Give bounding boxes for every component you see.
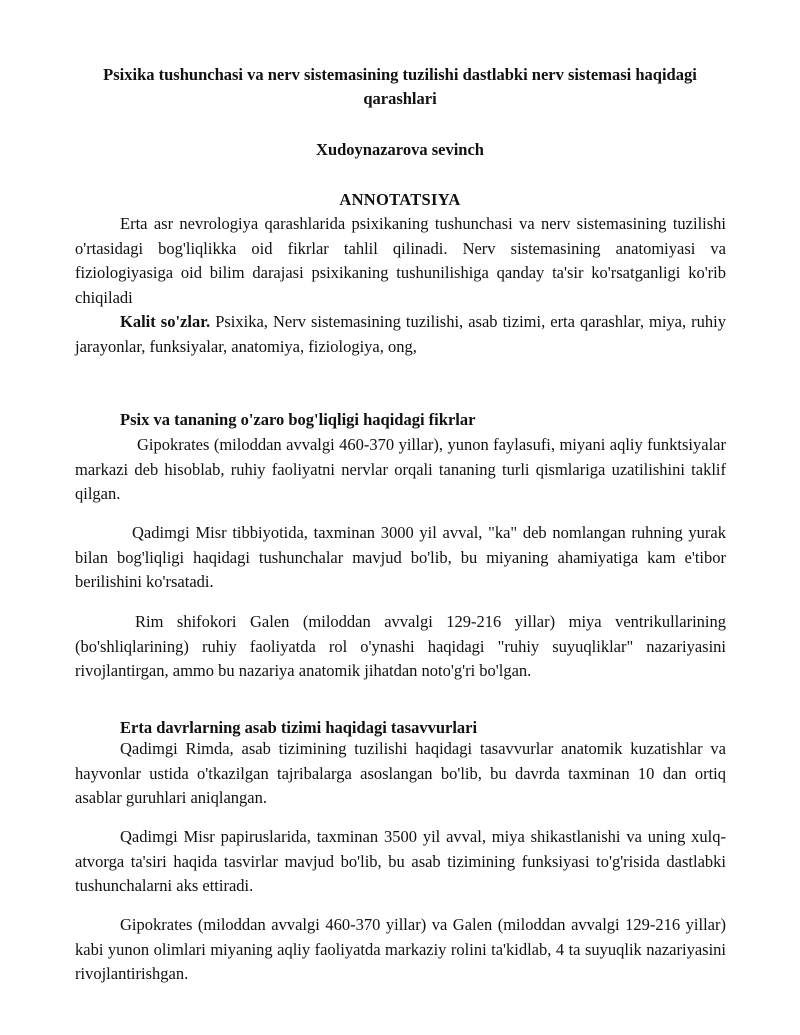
annotation-paragraph [75, 212, 726, 310]
section1-paragraph-2 [75, 521, 726, 595]
section2-paragraph-1 [75, 737, 726, 811]
section1-paragraph-3-text: Rim shifokori Galen (miloddan avvalgi 129-216 yillar) miya ventrikullarining (bo'shliqlarining) ruhiy faoliyatda rol o'ynashi haqidagi "ruhiy suyuqliklar" nazariyasini rivojlantirgan, ammo bu nazariya anatomik jihatdan noto'g'ri bo'lgan. [75, 612, 726, 680]
keywords-text: Psixika, Nerv sistemasining tuzilishi, asab tizimi, erta qarashlar, miya, ruhiy jarayonlar, funksiyalar, anatomiya, fiziologiya, ong, [75, 312, 726, 356]
keywords-label: Kalit so'zlar. [120, 312, 211, 331]
section2-paragraph-3-text: Gipokrates (miloddan avvalgi 460-370 yillar) va Galen (miloddan avvalgi 129-216 yillar) kabi yunon olimlari miyaning aqliy faoliyatda markaziy rolini ta'kidlab, 4 ta suyuqlik nazariyasini rivojlantirishgan. [75, 915, 726, 983]
section1-paragraph-2-text: Qadimgi Misr tibbiyotida, taxminan 3000 yil avval, "ka" deb nomlangan ruhning yurak bilan bog'liqligi haqidagi tushunchalar mavjud bo'lib, bu miyaning ahamiyatiga kam e'tibor berilishini ko'rsatadi. [75, 523, 726, 591]
section-heading-psix: Psix va tananing o'zaro bog'liqligi haqidagi fikrlar [120, 410, 476, 429]
section-heading-early-nervous-system: Erta davrlarning asab tizimi haqidagi tasavvurlari [120, 718, 478, 737]
section2-paragraph-2-text: Qadimgi Misr papiruslarida, taxminan 3500 yil avval, miya shikastlanishi va uning xulq-atvorga ta'siri haqida tasvirlar mavjud bo'lib, bu asab tizimining funksiyasi to'g'risida dastlabki tushunchalarni aks ettiradi. [75, 827, 726, 895]
annotation-text: Erta asr nevrologiya qarashlarida psixikaning tushunchasi va nerv sistemasining tuzilishi o'rtasidagi bog'liqlikka oid fikrlar tahlil qilinadi. Nerv sistemasining anatomiyasi va fiziologiyasiga oid bilim darajasi psixikaning tushunilishiga qanday ta'sir ko'rsatganligi ko'rib chiqiladi [75, 214, 726, 307]
section2-paragraph-3 [75, 913, 726, 987]
section2-paragraph-2 [75, 825, 726, 899]
keywords-paragraph [75, 310, 726, 359]
section2-paragraph-1-text: Qadimgi Rimda, asab tizimining tuzilishi haqidagi tasavvurlar anatomik kuzatishlar va hayvonlar ustida o'tkazilgan tajribalarga asoslangan bo'lib, bu davrda taxminan 10 dan ortiq asablar guruhlari aniqlangan. [75, 739, 726, 807]
document-title: Psixika tushunchasi va nerv sistemasining tuzilishi dastlabki nerv sistemasi haqidagi qarashlari [103, 65, 697, 108]
section1-paragraph-3 [75, 610, 726, 684]
annotation-heading: ANNOTATSIYA [339, 190, 461, 209]
author-name: Xudoynazarova sevinch [316, 140, 484, 159]
section1-paragraph-1-text: Gipokrates (miloddan avvalgi 460-370 yillar), yunon faylasufi, miyani aqliy funktsiyalar markazi deb hisoblab, ruhiy faoliyatni nervlar orqali tananing turli qismlariga uzatilishini taklif qilgan. [75, 435, 726, 503]
section1-paragraph-1 [75, 433, 726, 507]
